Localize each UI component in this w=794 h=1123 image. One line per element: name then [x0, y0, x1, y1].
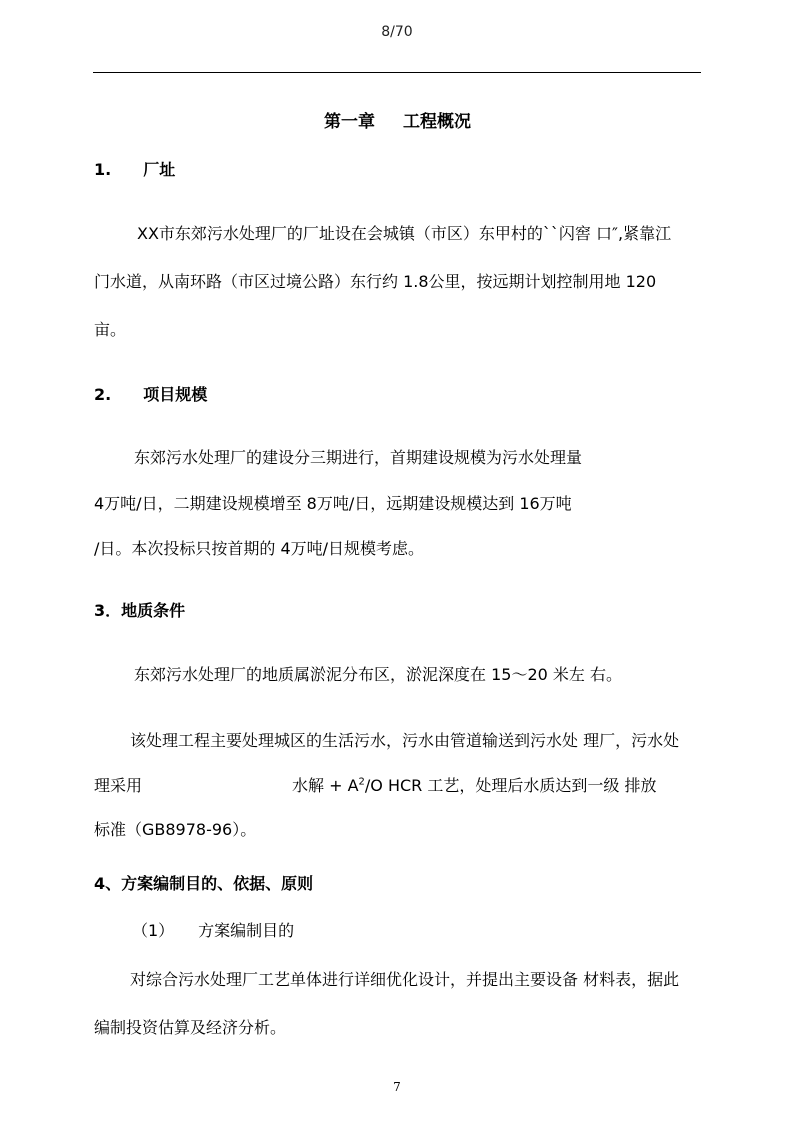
section-3-line-4: 标准（GB8978-96）。: [94, 820, 257, 839]
section-2-line-3: /日。本次投标只按首期的 4万吨/日规模考虑。: [94, 539, 425, 558]
section-1-line-2: 门水道，从南环路（市区过境公路）东行约 1.8公里，按远期计划控制用地 120: [94, 272, 657, 291]
page-indicator: 8/70: [381, 24, 413, 40]
section-3-line-3a: 理采用: [94, 776, 143, 795]
chapter-title: [324, 112, 471, 132]
section-2-line-2: 4万吨/日，二期建设规模增至 8万吨/日，远期建设规模达到 16万吨: [94, 494, 572, 513]
section-4-subheading: （1） 方案编制目的: [132, 921, 295, 940]
section-4-line-1: 对综合污水处理厂工艺单体进行详细优化设计，并提出主要设备 材料表，据此: [130, 970, 680, 989]
section-3-heading: 3．地质条件: [94, 601, 186, 620]
section-1-heading: 1. 厂址: [94, 160, 176, 179]
section-3-line-1: 东郊污水处理厂的地质属淤泥分布区，淤泥深度在 15～20 米左 右。: [134, 665, 622, 684]
chapter-name: 工程概况: [403, 112, 471, 132]
section-4-line-2: 编制投资估算及经济分析。: [94, 1018, 287, 1037]
process-name: 水解 + A: [292, 776, 359, 795]
section-2-heading: 2. 项目规模: [94, 385, 208, 404]
footer-page-number: 7: [393, 1080, 401, 1094]
chapter-number: 第一章: [324, 112, 375, 132]
header-divider: [93, 72, 701, 73]
section-4-heading: 4、方案编制目的、依据、原则: [94, 874, 314, 893]
process-rest: /O HCR 工艺，处理后水质达到一级 排放: [364, 776, 657, 795]
section-2-line-1: 东郊污水处理厂的建设分三期进行，首期建设规模为污水处理量: [134, 448, 583, 467]
superscript-2: 2: [358, 776, 365, 788]
section-3-line-3b: [292, 776, 656, 796]
section-3-line-2: 该处理工程主要处理城区的生活污水，污水由管道输送到污水处 理厂，污水处: [130, 731, 680, 750]
section-1-line-3: 亩。: [94, 320, 127, 339]
section-1-line-1: XX市东郊污水处理厂的厂址设在会城镇（市区）东甲村的``闪窖 口″,紧靠江: [137, 224, 672, 243]
